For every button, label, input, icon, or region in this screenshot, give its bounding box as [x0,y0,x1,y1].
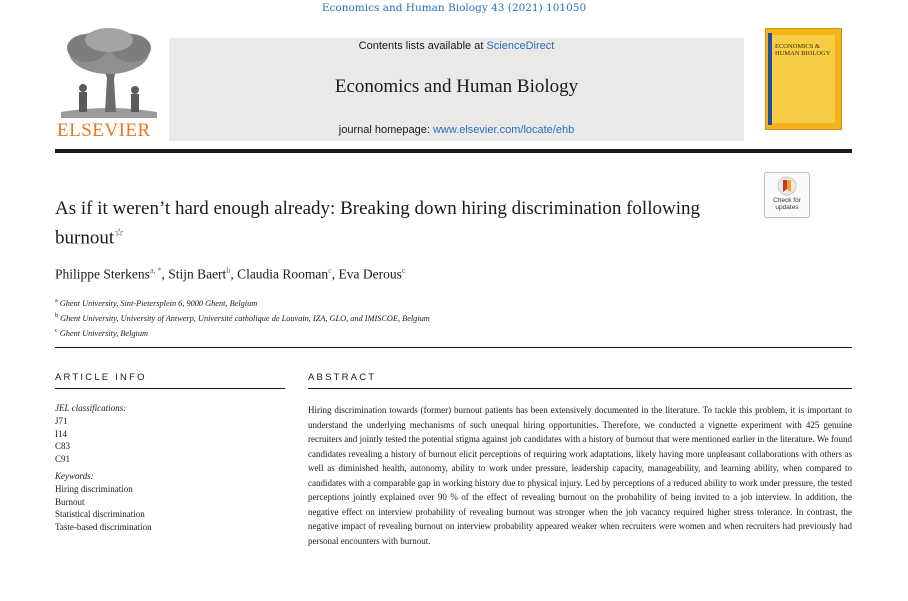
check-updates-label [765,197,809,211]
elsevier-wordmark: ELSEVIER [57,120,151,141]
contents-line [169,40,744,52]
journal-homepage-link[interactable]: www.elsevier.com/locate/ehb [432,124,575,136]
article-info-rule [55,388,285,389]
author-affiliation-mark[interactable]: c [328,266,332,275]
jel-code: C91 [55,454,71,465]
abstract-text: Hiring discrimination towards (former) burnout patients has been extensively documented in the literature. To tackle this problem, it is important to understand the underlying mechanisms of such unequal hiring opportunities. Therefore, we conducted a vignette experiment with 425 genuine recruiters and jointly tested the potential stigma against job candidates with a history of burnout that were mentioned earlier in the literature. We found candidates revealing a history of burnout elicit perceptions of requiring work adaptations, likely having more unpleasant collaborations with others as well as diminished health, autonomy, ability to work under pressure, leadership capacity, manageability, and learning ability, when compared to candidates with a comparable gap in working history due to physical injury. Led by perceptions of a reduced ability to work under pressure, the tested perceptions jointly explained over 90 % of the effect of revealing burnout on the probability of being invited to a job interview. In addition, the negative effect on interview probability of revealing burnout was stronger when the job vacancy required higher stress tolerance. In contrast, the negative impact of revealing burnout on interview probability appeared weaker when recruiters were women and when recruiters had previously had personal encounters with burnout. [308,405,852,546]
abstract-heading: ABSTRACT [308,372,377,383]
jel-code: I14 [55,428,67,439]
journal-header [55,26,852,142]
author[interactable]: Claudia Rooman [237,266,329,282]
author-affiliation-mark[interactable]: a, * [149,266,162,275]
keywords-label: Keywords: [55,470,94,481]
affiliation-text: Ghent University, Sint-Pietersplein 6, 9000 Ghent, Belgium [59,298,258,308]
jel-code: C83 [55,441,71,452]
cover-title: ECONOMICS & HUMAN BIOLOGY [775,43,831,57]
abstract-rule [308,388,852,389]
author[interactable]: Philippe Sterkens [55,266,150,282]
title-footnote-mark[interactable]: ☆ [114,227,124,239]
affiliation [55,295,430,310]
jel-label: JEL classifications: [55,403,127,413]
journal-citation[interactable]: Economics and Human Biology 43 (2021) 101050 [321,2,587,14]
author[interactable]: Stijn Baert [168,266,227,282]
author-list: Philippe Sterkens$^{a, *}$, Stijn Baert$^b$, Claudia Rooman$^c$, Eva Derous$^c$ [55,266,406,282]
author[interactable]: Eva Derous [338,266,402,282]
keyword: Statistical discrimination [55,509,145,520]
check-for-updates-button[interactable] [764,172,810,218]
sciencedirect-link[interactable]: ScienceDirect [486,40,555,52]
article-title [55,197,755,250]
header-divider [55,149,852,153]
check-updates-line-2: updates [775,204,799,211]
elsevier-logo [55,26,163,142]
cover-stripe [768,33,772,125]
article-title-text: As if it weren’t hard enough already: Breaking down hiring discrimination following burnout [55,198,700,249]
affiliation-text: Ghent University, Belgium [59,328,149,338]
affiliation-text: Ghent University, University of Antwerp, Université catholique de Louvain, IZA, GLO, and IMISCOE, Belgium [60,313,430,323]
author-affiliation-mark[interactable]: b [226,266,231,275]
section-divider [55,347,852,348]
affiliation [55,310,430,325]
homepage-prefix: journal homepage: [338,124,433,136]
jel-code: J71 [55,415,68,426]
affiliation-mark: c [55,327,58,334]
keyword: Hiring discrimination [55,483,133,494]
contents-prefix: Contents lists available at [358,40,487,52]
affiliation [55,325,430,340]
bookmark-icon [777,176,797,196]
affiliation-mark: b [55,312,58,319]
keyword: Taste-based discrimination [55,522,152,533]
article-info-panel [55,402,275,534]
homepage-line [169,124,744,136]
check-updates-line-1: Check for [773,197,801,204]
keyword: Burnout [55,496,85,507]
journal-title: Economics and Human Biology [334,76,579,97]
affiliation-list [55,295,430,339]
journal-cover-thumbnail[interactable] [765,28,842,130]
elsevier-tree-icon [55,26,163,120]
article-info-heading: ARTICLE INFO [55,372,147,383]
affiliation-mark: a [55,298,58,304]
journal-info-box [169,38,744,141]
author-affiliation-mark[interactable]: c [401,266,406,275]
